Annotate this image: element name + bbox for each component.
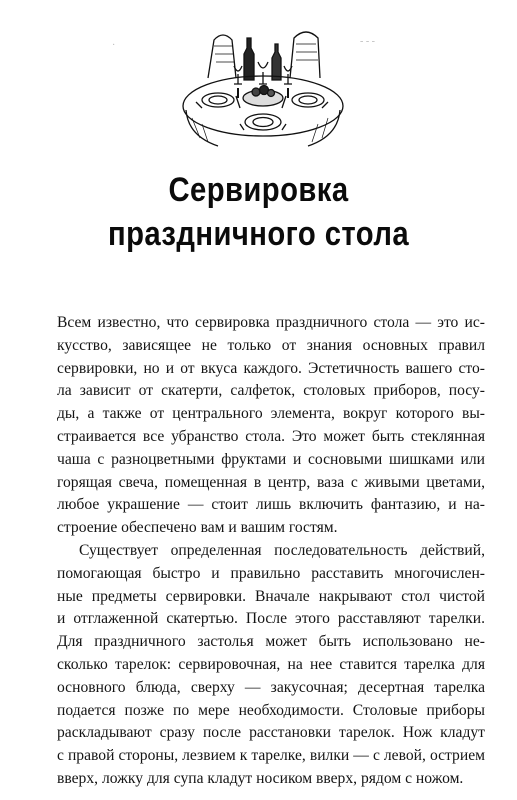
- text-line: Всем известно, что сервировка праздничного стола — это ис-: [57, 314, 485, 331]
- text-line: ды, а также от центрального элемента, вокруг которого вы-: [57, 405, 485, 423]
- print-speck: - - -: [360, 36, 375, 47]
- text-line: сервировки, но и от вкуса каждого. Эстетичность вашего сто-: [57, 359, 485, 377]
- text-line: строение обеспечено вам и вашим гостям.: [57, 519, 338, 537]
- text-line: кусство, зависящее не только от знания основных правил: [57, 336, 485, 354]
- paragraph-2: [57, 540, 485, 791]
- text-line: основного блюда, сверху — закусочная; десертная тарелка: [57, 678, 485, 696]
- text-line: сколько тарелок: сервировочная, на нее ставится тарелка для: [57, 655, 485, 673]
- chapter-title: [36, 168, 481, 256]
- text-line: любое украшение — стоит лишь включить фантазию, и на-: [57, 496, 485, 514]
- text-line: с правой стороны, лезвием к тарелке, вилки — с левой, острием: [57, 747, 485, 765]
- festive-table-icon: [178, 18, 348, 153]
- text-line: Для праздничного застолья может быть использовано не-: [57, 633, 485, 651]
- text-line: ные предметы сервировки. Вначале накрывают стол чистой: [57, 587, 485, 605]
- text-line: чаша с разноцветными фруктами и сосновыми шишками или: [57, 450, 485, 468]
- text-line: раскладывают сразу после расстановки тарелок. Нож кладут: [57, 724, 485, 742]
- text-line: страивается все убранство стола. Это может быть стеклянная: [57, 427, 485, 445]
- body-text: [57, 312, 485, 791]
- text-line: вверх, ложку для супа кладут носиком вверх, рядом с ножом.: [57, 769, 464, 787]
- text-line: ла зависит от скатерти, салфеток, столовых приборов, посу-: [57, 382, 485, 400]
- print-speck: ·: [112, 40, 116, 51]
- text-line: Существует определенная последовательность действий,: [79, 541, 485, 559]
- text-line: помогающая быстро и правильно расставить многочислен-: [57, 564, 485, 582]
- text-line: подается позже по мере необходимости. Столовые приборы: [57, 701, 485, 719]
- text-line: и отглаженной скатертью. После этого расставляют тарелки.: [57, 610, 485, 628]
- paragraph-1: [57, 312, 485, 540]
- text-line: горящая свеча, помещенная в центр, ваза с живыми цветами,: [57, 473, 485, 491]
- chapter-title-line-1: Сервировка: [168, 171, 349, 209]
- chapter-title-line-2: праздничного стола: [107, 215, 410, 253]
